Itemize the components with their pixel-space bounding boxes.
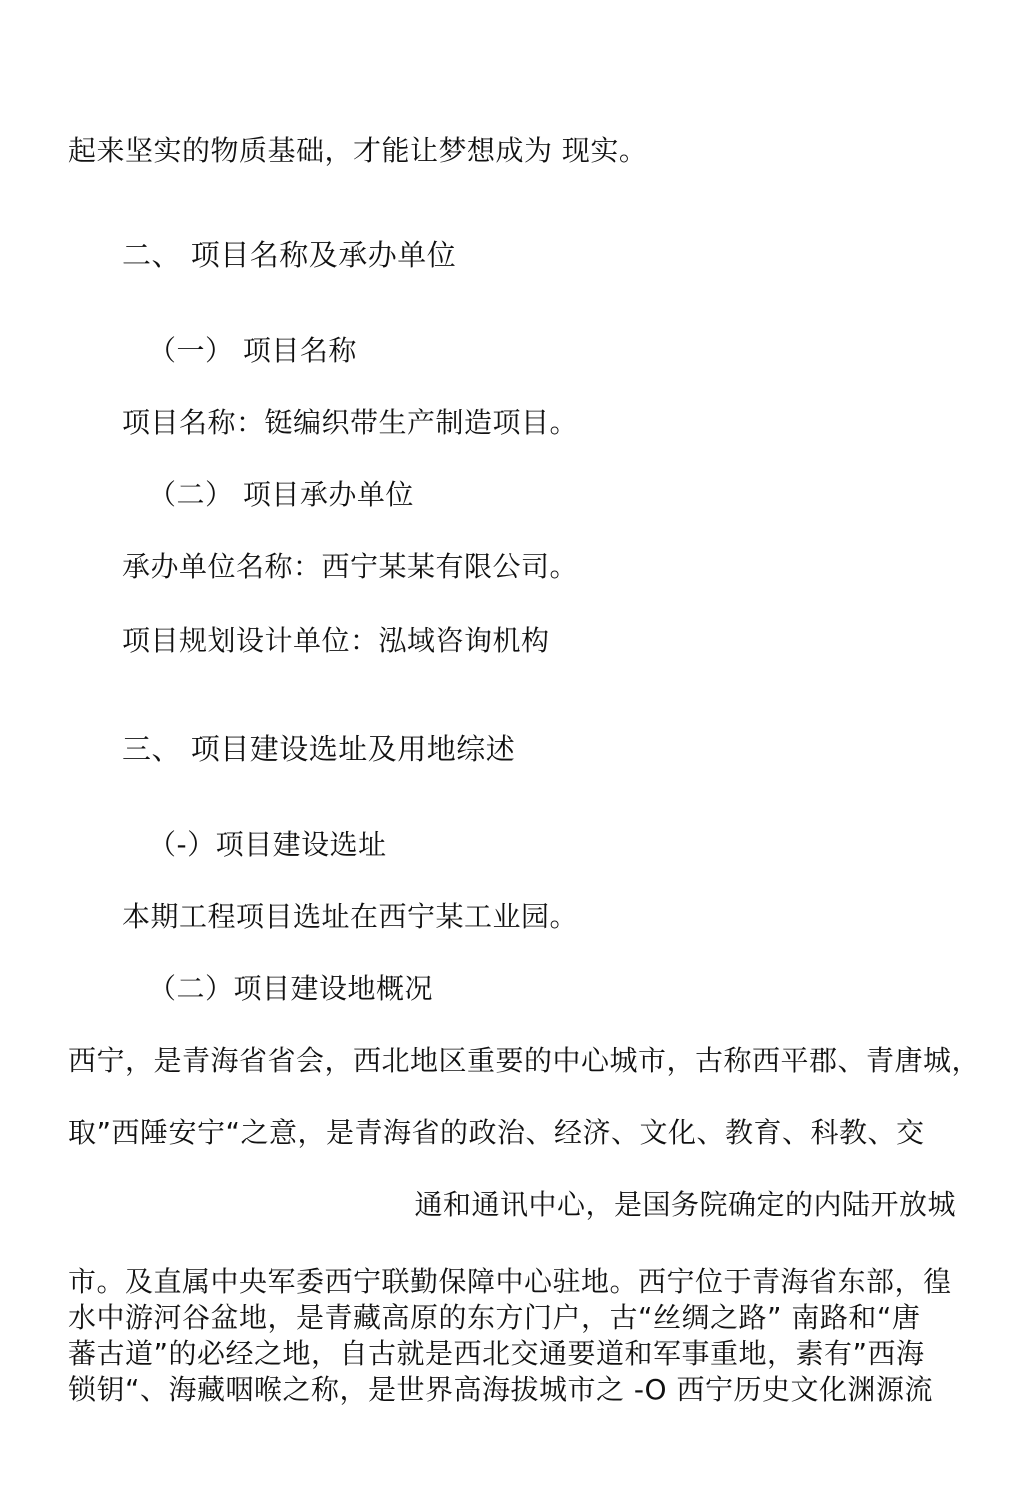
body-paragraph	[68, 1264, 958, 1408]
paragraph-line: 锁钥“、海藏咽喉之称，是世界高海拔城市之 -O 西宁历史文化渊源流	[68, 1373, 933, 1406]
project-name-line: 项目名称：铤编织带生产制造项目。	[122, 406, 579, 439]
paragraph-line: 水中游河谷盆地，是青藏高原的东方门户，古“丝绸之路” 南路和“唐	[68, 1301, 921, 1334]
subsection-heading: （二）项目建设地概况	[148, 972, 434, 1005]
body-text-line: 通和通讯中心，是国务院确定的内陆开放城	[414, 1188, 956, 1221]
body-text-line: 取”西陲安宁“之意，是青海省的政治、经济、文化、教育、科教、交	[68, 1116, 925, 1149]
body-text-line: 起来坚实的物质基础，才能让梦想成为 现实。	[68, 134, 648, 167]
paragraph-line: 蕃古道”的必经之地，自古就是西北交通要道和军事重地，素有”西海	[68, 1337, 925, 1370]
section-heading: 二、 项目名称及承办单位	[122, 238, 457, 272]
subsection-heading: （二） 项目承办单位	[148, 478, 414, 511]
subsection-heading: （一） 项目名称	[148, 334, 357, 367]
design-unit-line: 项目规划设计单位：泓域咨询机构	[122, 624, 550, 657]
body-text-line: 西宁，是青海省省会，西北地区重要的中心城市，古称西平郡、青唐城，	[68, 1044, 981, 1077]
site-line: 本期工程项目选址在西宁某工业园。	[122, 900, 579, 933]
paragraph-line: 市。及直属中央军委西宁联勤保障中心驻地。西宁位于青海省东部，徨	[68, 1265, 952, 1298]
section-heading: 三、 项目建设选址及用地综述	[122, 732, 516, 766]
subsection-heading: （-）项目建设选址	[148, 828, 387, 861]
sponsor-name-line: 承办单位名称：西宁某某有限公司。	[122, 550, 579, 583]
